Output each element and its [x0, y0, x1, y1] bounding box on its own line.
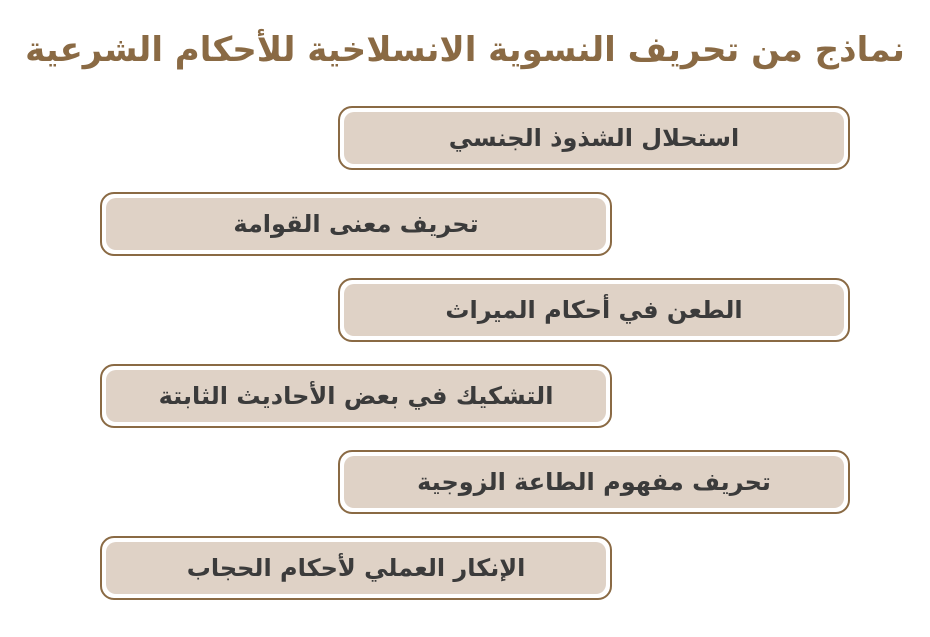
item-label: التشكيك في بعض الأحاديث الثابتة — [158, 382, 554, 410]
item-box-2 — [100, 192, 612, 256]
page-title: نماذج من تحريف النسوية الانسلاخية للأحكام الشرعية — [25, 30, 905, 70]
item-box-inner — [106, 370, 606, 422]
item-box-inner — [106, 542, 606, 594]
item-box-inner — [344, 456, 844, 508]
item-label: الطعن في أحكام الميراث — [445, 296, 743, 324]
item-box-4 — [100, 364, 612, 428]
item-label: تحريف مفهوم الطاعة الزوجية — [417, 468, 771, 496]
item-box-inner — [106, 198, 606, 250]
item-label: استحلال الشذوذ الجنسي — [448, 124, 740, 152]
item-box-3 — [338, 278, 850, 342]
item-label: الإنكار العملي لأحكام الحجاب — [186, 554, 526, 582]
item-box-inner — [344, 112, 844, 164]
item-label: تحريف معنى القوامة — [233, 210, 479, 238]
item-box-inner — [344, 284, 844, 336]
item-box-5 — [338, 450, 850, 514]
item-box-1 — [338, 106, 850, 170]
item-box-6 — [100, 536, 612, 600]
